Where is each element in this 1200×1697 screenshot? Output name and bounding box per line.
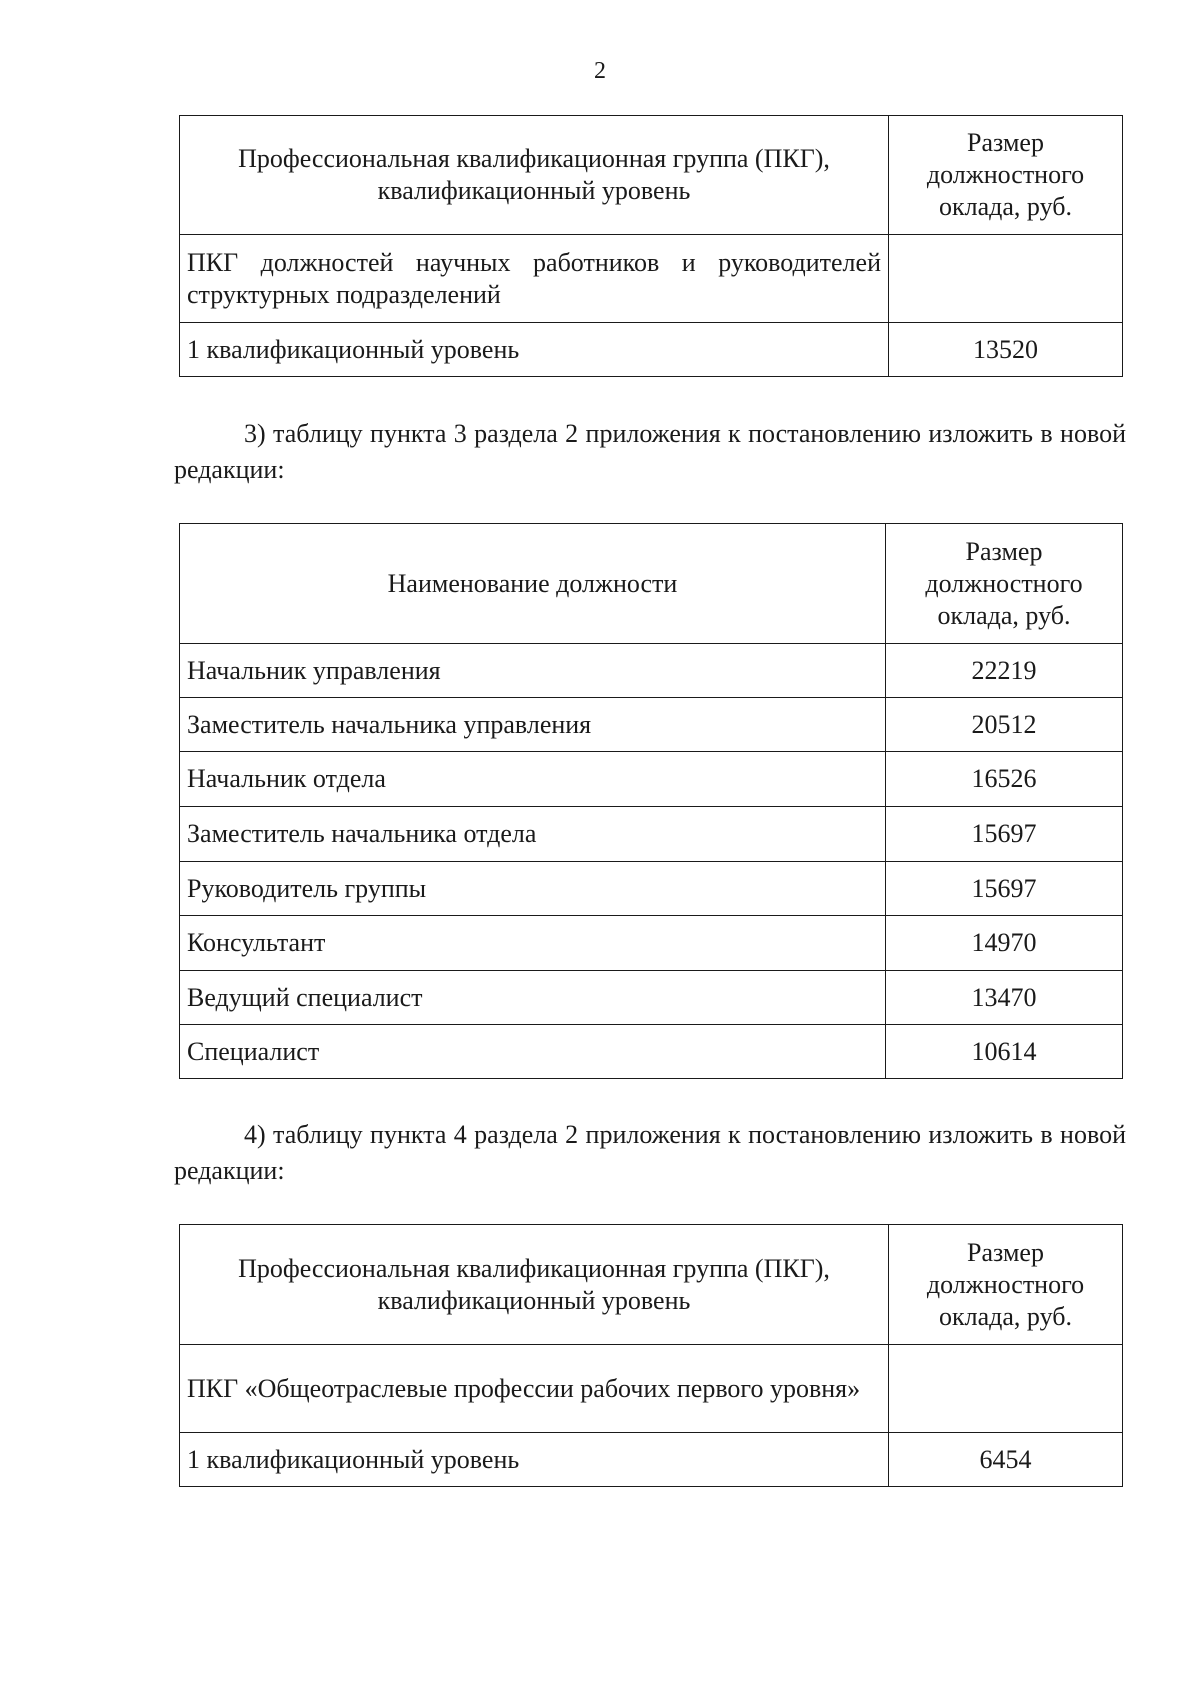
table-header-row <box>180 1225 1123 1345</box>
table-header-row <box>180 524 1123 644</box>
row-salary-value: 22219 <box>886 644 1123 698</box>
row-position-name: Ведущий специалист <box>180 971 886 1025</box>
row-position-name: Специалист <box>180 1025 886 1079</box>
pkg-workers-salary-table <box>179 1224 1123 1487</box>
row-position-name: Начальник управления <box>180 644 886 698</box>
row-salary-value: 14970 <box>886 916 1123 971</box>
page-number: 2 <box>594 58 606 84</box>
row-salary-value: 15697 <box>886 807 1123 862</box>
table-row <box>180 916 1123 971</box>
column-header-position: Наименование должности <box>180 524 886 644</box>
table-row <box>180 971 1123 1025</box>
row-salary-value <box>889 235 1123 323</box>
row-salary-value: 15697 <box>886 862 1123 916</box>
row-salary-value: 13470 <box>886 971 1123 1025</box>
table-row <box>180 644 1123 698</box>
position-salary-table <box>179 523 1123 1079</box>
row-position-name: Заместитель начальника управления <box>180 698 886 752</box>
row-level-name: 1 квалификационный уровень <box>180 1433 889 1487</box>
row-position-name: Руководитель группы <box>180 862 886 916</box>
table-row <box>180 1345 1123 1433</box>
row-salary-value: 20512 <box>886 698 1123 752</box>
table-row <box>180 1025 1123 1079</box>
table-row <box>180 698 1123 752</box>
instruction-paragraph-3: 3) таблицу пункта 3 раздела 2 приложения к постановлению изложить в новой редакции: <box>174 419 1126 484</box>
table-row <box>180 862 1123 916</box>
row-salary-value: 13520 <box>889 323 1123 377</box>
column-header-salary: Размер должностного оклада, руб. <box>886 524 1123 644</box>
table-row <box>180 752 1123 807</box>
table-row <box>180 323 1123 377</box>
column-header-salary: Размер должностного оклада, руб. <box>889 1225 1123 1345</box>
instruction-paragraph-4: 4) таблицу пункта 4 раздела 2 приложения к постановлению изложить в новой редакции: <box>174 1120 1126 1185</box>
table-row <box>180 235 1123 323</box>
row-position-name: Заместитель начальника отдела <box>180 807 886 862</box>
pkg-scientific-salary-table <box>179 115 1123 377</box>
table-row <box>180 807 1123 862</box>
table-header-row <box>180 116 1123 235</box>
row-position-name: Начальник отдела <box>180 752 886 807</box>
column-header-salary: Размер должностного оклада, руб. <box>889 116 1123 235</box>
column-header-group: Профессиональная квалификационная группа (ПКГ), квалификационный уровень <box>180 116 889 235</box>
table-row <box>180 1433 1123 1487</box>
row-group-name: ПКГ «Общеотраслевые профессии рабочих первого уровня» <box>180 1345 889 1433</box>
row-position-name: Консультант <box>180 916 886 971</box>
row-salary-value: 6454 <box>889 1433 1123 1487</box>
row-group-name: ПКГ должностей научных работников и руководителей структурных подразделений <box>180 235 889 323</box>
row-salary-value: 16526 <box>886 752 1123 807</box>
row-level-name: 1 квалификационный уровень <box>180 323 889 377</box>
row-salary-value <box>889 1345 1123 1433</box>
column-header-group: Профессиональная квалификационная группа (ПКГ), квалификационный уровень <box>180 1225 889 1345</box>
row-salary-value: 10614 <box>886 1025 1123 1079</box>
